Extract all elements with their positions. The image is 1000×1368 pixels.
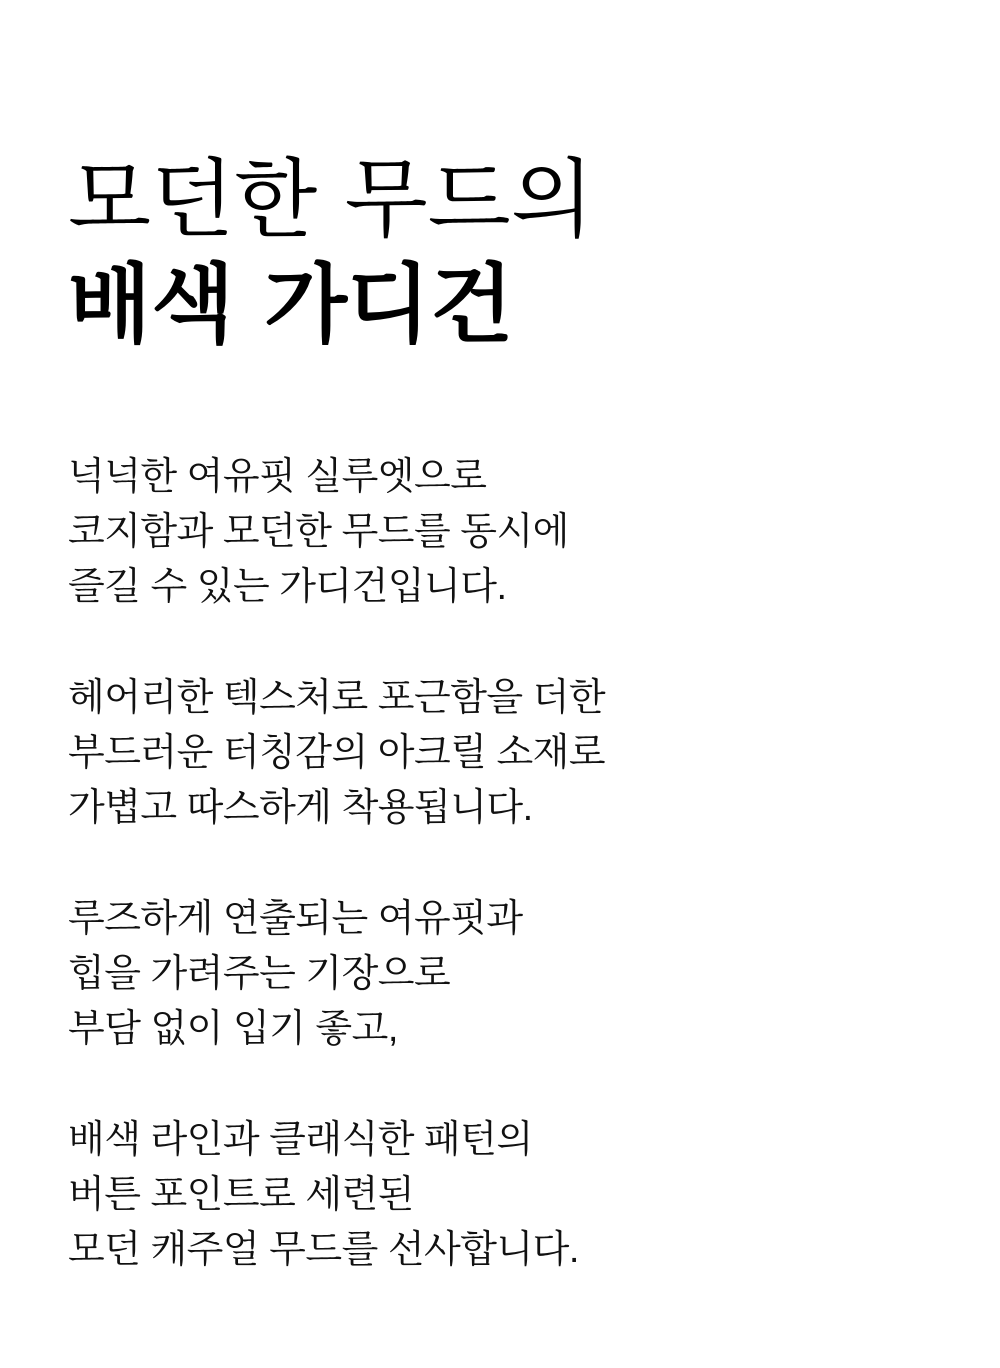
paragraph-line: 배색 라인과 클래식한 패턴의 [68, 1118, 533, 1161]
paragraph-line: 가볍고 따스하게 착용됩니다. [68, 786, 533, 829]
description-paragraph-3 [68, 892, 940, 1057]
product-title [68, 148, 940, 358]
product-title-line-1: 모던한 무드의 [68, 150, 594, 250]
paragraph-line: 헤어리한 텍스처로 포근함을 더한 [68, 676, 606, 719]
paragraph-line: 버튼 포인트로 세련된 [68, 1173, 414, 1216]
paragraph-line: 모던 캐주얼 무드를 선사합니다. [68, 1228, 579, 1271]
paragraph-line: 부담 없이 입기 좋고, [68, 1007, 398, 1050]
product-description-body [68, 450, 940, 1278]
paragraph-line: 힙을 가려주는 기장으로 [68, 952, 451, 995]
paragraph-line: 넉넉한 여유핏 실루엣으로 [68, 455, 487, 498]
paragraph-line: 부드러운 터칭감의 아크릴 소재로 [68, 731, 606, 774]
paragraph-line: 코지함과 모던한 무드를 동시에 [68, 510, 569, 553]
paragraph-line: 루즈하게 연출되는 여유핏과 [68, 897, 523, 940]
description-paragraph-2 [68, 671, 940, 836]
description-paragraph-4 [68, 1113, 940, 1278]
paragraph-line: 즐길 수 있는 가디건입니다. [68, 565, 507, 608]
description-paragraph-1 [68, 450, 940, 615]
product-title-line-2: 배색 가디건 [68, 253, 514, 355]
